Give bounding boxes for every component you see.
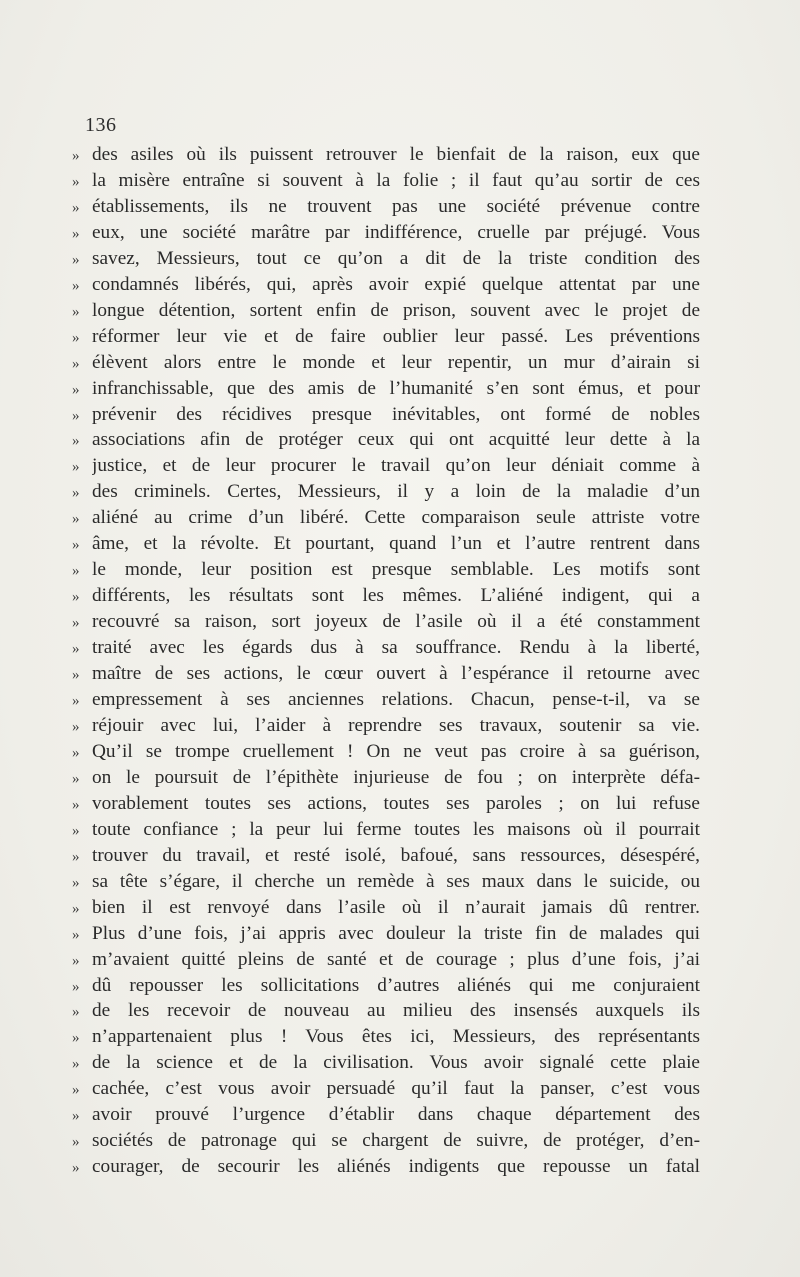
- text-line: [72, 973, 700, 999]
- quote-mark: »: [72, 511, 80, 528]
- quote-mark: »: [72, 355, 80, 372]
- text-line: [72, 583, 700, 609]
- line-text: de les recevoir de nouveau au milieu des insensés auxquels ils: [92, 1000, 700, 1022]
- line-text: toute confiance ; la peur lui ferme toutes les maisons où il pourrait: [92, 818, 700, 840]
- line-text: maître de ses actions, le cœur ouvert à l’espérance il retourne avec: [92, 663, 700, 685]
- text-line: [72, 1076, 700, 1102]
- line-text: eux, une société marâtre par indifférence, cruelle par préjugé. Vous: [92, 221, 700, 243]
- quote-mark: »: [72, 848, 80, 865]
- text-line: [72, 557, 700, 583]
- text-line: [72, 1154, 700, 1180]
- line-text: avoir prouvé l’urgence d’établir dans chaque département des: [92, 1104, 700, 1126]
- line-text: de la science et de la civilisation. Vous avoir signalé cette plaie: [92, 1052, 700, 1074]
- line-text: sociétés de patronage qui se chargent de suivre, de protéger, d’en-: [92, 1130, 700, 1152]
- text-line: [72, 531, 700, 557]
- line-text: dû repousser les sollicitations d’autres aliénés qui me conjuraient: [92, 974, 700, 996]
- line-text: aliéné au crime d’un libéré. Cette comparaison seule attriste votre: [92, 507, 700, 529]
- page-number: 136: [85, 114, 117, 136]
- quote-mark: »: [72, 459, 80, 476]
- line-text: vorablement toutes ses actions, toutes ses paroles ; on lui refuse: [92, 792, 700, 814]
- quote-mark: »: [72, 589, 80, 606]
- text-line: [72, 272, 700, 298]
- quote-mark: »: [72, 770, 80, 787]
- quote-mark: »: [72, 874, 80, 891]
- line-text: condamnés libérés, qui, après avoir expié quelque attentat par une: [92, 273, 700, 295]
- quote-mark: »: [72, 1160, 80, 1177]
- line-text: savez, Messieurs, tout ce qu’on a dit de la triste condition des: [92, 247, 700, 269]
- quote-mark: »: [72, 796, 80, 813]
- text-line: [72, 635, 700, 661]
- text-line: [72, 713, 700, 739]
- line-text: traité avec les égards dus à sa souffrance. Rendu à la liberté,: [92, 637, 700, 659]
- text-line: [72, 298, 700, 324]
- text-line: [72, 220, 700, 246]
- line-text: trouver du travail, et resté isolé, bafoué, sans ressources, désespéré,: [92, 844, 700, 866]
- line-text: bien il est renvoyé dans l’asile où il n’aurait jamais dû rentrer.: [92, 896, 700, 918]
- quote-mark: »: [72, 251, 80, 268]
- text-line: [72, 453, 700, 479]
- text-line: [72, 869, 700, 895]
- line-text: m’avaient quitté pleins de santé et de courage ; plus d’une fois, j’ai: [92, 948, 700, 970]
- quote-mark: »: [72, 641, 80, 658]
- text-line: [72, 843, 700, 869]
- line-text: recouvré sa raison, sort joyeux de l’asile où il a été constamment: [92, 611, 700, 633]
- line-text: Qu’il se trompe cruellement ! On ne veut pas croire à sa guérison,: [92, 740, 700, 762]
- quote-mark: »: [72, 537, 80, 554]
- quote-mark: »: [72, 926, 80, 943]
- quote-mark: »: [72, 978, 80, 995]
- quote-mark: »: [72, 1082, 80, 1099]
- text-line: [72, 1024, 700, 1050]
- line-text: sa tête s’égare, il cherche un remède à ses maux dans le suicide, ou: [92, 870, 700, 892]
- quote-mark: »: [72, 693, 80, 710]
- text-line: [72, 324, 700, 350]
- line-text: n’appartenaient plus ! Vous êtes ici, Messieurs, des représentants: [92, 1026, 700, 1048]
- quote-mark: »: [72, 718, 80, 735]
- line-text: empressement à ses anciennes relations. Chacun, pense-t-il, va se: [92, 689, 700, 711]
- text-line: [72, 168, 700, 194]
- line-text: des asiles où ils puissent retrouver le bienfait de la raison, eux que: [92, 144, 700, 165]
- text-line: [72, 142, 700, 168]
- text-line: [72, 1102, 700, 1128]
- line-text: la misère entraîne si souvent à la folie ; il faut qu’au sortir de ces: [92, 169, 700, 191]
- quote-mark: »: [72, 822, 80, 839]
- text-line: [72, 479, 700, 505]
- text-line: [72, 1128, 700, 1154]
- text-line: [72, 687, 700, 713]
- text-line: [72, 376, 700, 402]
- line-text: des criminels. Certes, Messieurs, il y a loin de la maladie d’un: [92, 481, 700, 503]
- line-text: âme, et la révolte. Et pourtant, quand l’un et l’autre rentrent dans: [92, 533, 700, 555]
- text-line: [72, 947, 700, 973]
- text-line: [72, 661, 700, 687]
- body-text: [72, 142, 700, 1180]
- line-text: réformer leur vie et de faire oublier leur passé. Les préventions: [92, 325, 700, 347]
- text-line: [72, 739, 700, 765]
- text-line: [72, 609, 700, 635]
- quote-mark: »: [72, 381, 80, 398]
- line-text: le monde, leur position est presque semblable. Les motifs sont: [92, 559, 700, 581]
- text-line: [72, 791, 700, 817]
- quote-mark: »: [72, 329, 80, 346]
- quote-mark: »: [72, 667, 80, 684]
- text-line: [72, 246, 700, 272]
- quote-mark: »: [72, 485, 80, 502]
- quote-mark: »: [72, 744, 80, 761]
- line-text: associations afin de protéger ceux qui ont acquitté leur dette à la: [92, 429, 700, 451]
- quote-mark: »: [72, 563, 80, 580]
- line-text: on le poursuit de l’épithète injurieuse de fou ; on interprète défa-: [92, 766, 700, 788]
- text-line: [72, 998, 700, 1024]
- quote-mark: »: [72, 900, 80, 917]
- text-line: [72, 817, 700, 843]
- quote-mark: »: [72, 407, 80, 424]
- line-text: longue détention, sortent enfin de prison, souvent avec le projet de: [92, 299, 700, 321]
- line-text: prévenir des récidives presque inévitables, ont formé de nobles: [92, 403, 700, 425]
- line-text: réjouir avec lui, l’aider à reprendre ses travaux, soutenir sa vie.: [92, 714, 700, 736]
- text-line: [72, 921, 700, 947]
- quote-mark: »: [72, 199, 80, 216]
- text-line: [72, 427, 700, 453]
- line-text: courager, de secourir les aliénés indigents que repousse un fatal: [92, 1156, 700, 1178]
- text-line: [72, 350, 700, 376]
- text-line: [72, 765, 700, 791]
- text-line: [72, 1050, 700, 1076]
- quote-mark: »: [72, 277, 80, 294]
- line-text: infranchissable, que des amis de l’humanité s’en sont émus, et pour: [92, 377, 700, 399]
- quote-mark: »: [72, 303, 80, 320]
- line-text: élèvent alors entre le monde et leur repentir, un mur d’airain si: [92, 351, 700, 373]
- quote-mark: »: [72, 1030, 80, 1047]
- quote-mark: »: [72, 148, 80, 164]
- text-line: [72, 402, 700, 428]
- text-line: [72, 895, 700, 921]
- quote-mark: »: [72, 1056, 80, 1073]
- text-line: [72, 505, 700, 531]
- quote-mark: »: [72, 225, 80, 242]
- line-text: cachée, c’est vous avoir persuadé qu’il faut la panser, c’est vous: [92, 1078, 700, 1100]
- quote-mark: »: [72, 1004, 80, 1021]
- line-text: justice, et de leur procurer le travail qu’on leur déniait comme à: [92, 455, 700, 477]
- quote-mark: »: [72, 615, 80, 632]
- quote-mark: »: [72, 173, 80, 190]
- quote-mark: »: [72, 1108, 80, 1125]
- quote-mark: »: [72, 433, 80, 450]
- quote-mark: »: [72, 952, 80, 969]
- line-text: différents, les résultats sont les mêmes. L’aliéné indigent, qui a: [92, 585, 700, 607]
- line-text: établissements, ils ne trouvent pas une société prévenue contre: [92, 195, 700, 217]
- quote-mark: »: [72, 1134, 80, 1151]
- text-line: [72, 194, 700, 220]
- line-text: Plus d’une fois, j’ai appris avec douleur la triste fin de malades qui: [92, 922, 700, 944]
